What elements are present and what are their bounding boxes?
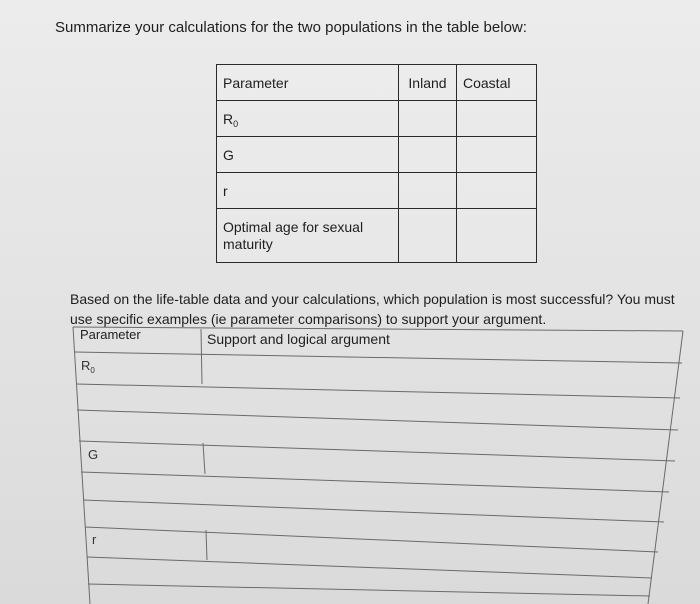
table2-header-parameter: Parameter (80, 327, 141, 342)
table2-row-label-r: r (92, 532, 97, 547)
table2-header-support: Support and logical argument (207, 331, 390, 347)
instruction-heading: Summarize your calculations for the two populations in the table below: (55, 19, 527, 36)
r0-argument-field[interactable] (204, 355, 674, 383)
g-argument-field[interactable] (207, 446, 667, 472)
row-label-r: r (217, 173, 399, 209)
header-inland: Inland (399, 65, 457, 101)
header-coastal: Coastal (457, 65, 537, 101)
row-label-main: R (81, 358, 91, 373)
question-text: Based on the life-table data and your calculations, which population is most successful? You must use specific examples (ie parameter comparisons) to support your argument. (70, 291, 675, 327)
row-label-subscript: 0 (233, 118, 239, 129)
header-parameter: Parameter (217, 65, 399, 101)
row-label-subscript: 0 (90, 366, 95, 375)
table2-row-label-r0 (81, 358, 95, 373)
row-label-g: G (217, 137, 399, 173)
row-label-optimal-age: Optimal age for sexual maturity (217, 209, 399, 263)
row-label-main: R (223, 110, 234, 127)
table2-row-label-g: G (88, 447, 99, 462)
r-argument-field[interactable] (209, 533, 649, 559)
